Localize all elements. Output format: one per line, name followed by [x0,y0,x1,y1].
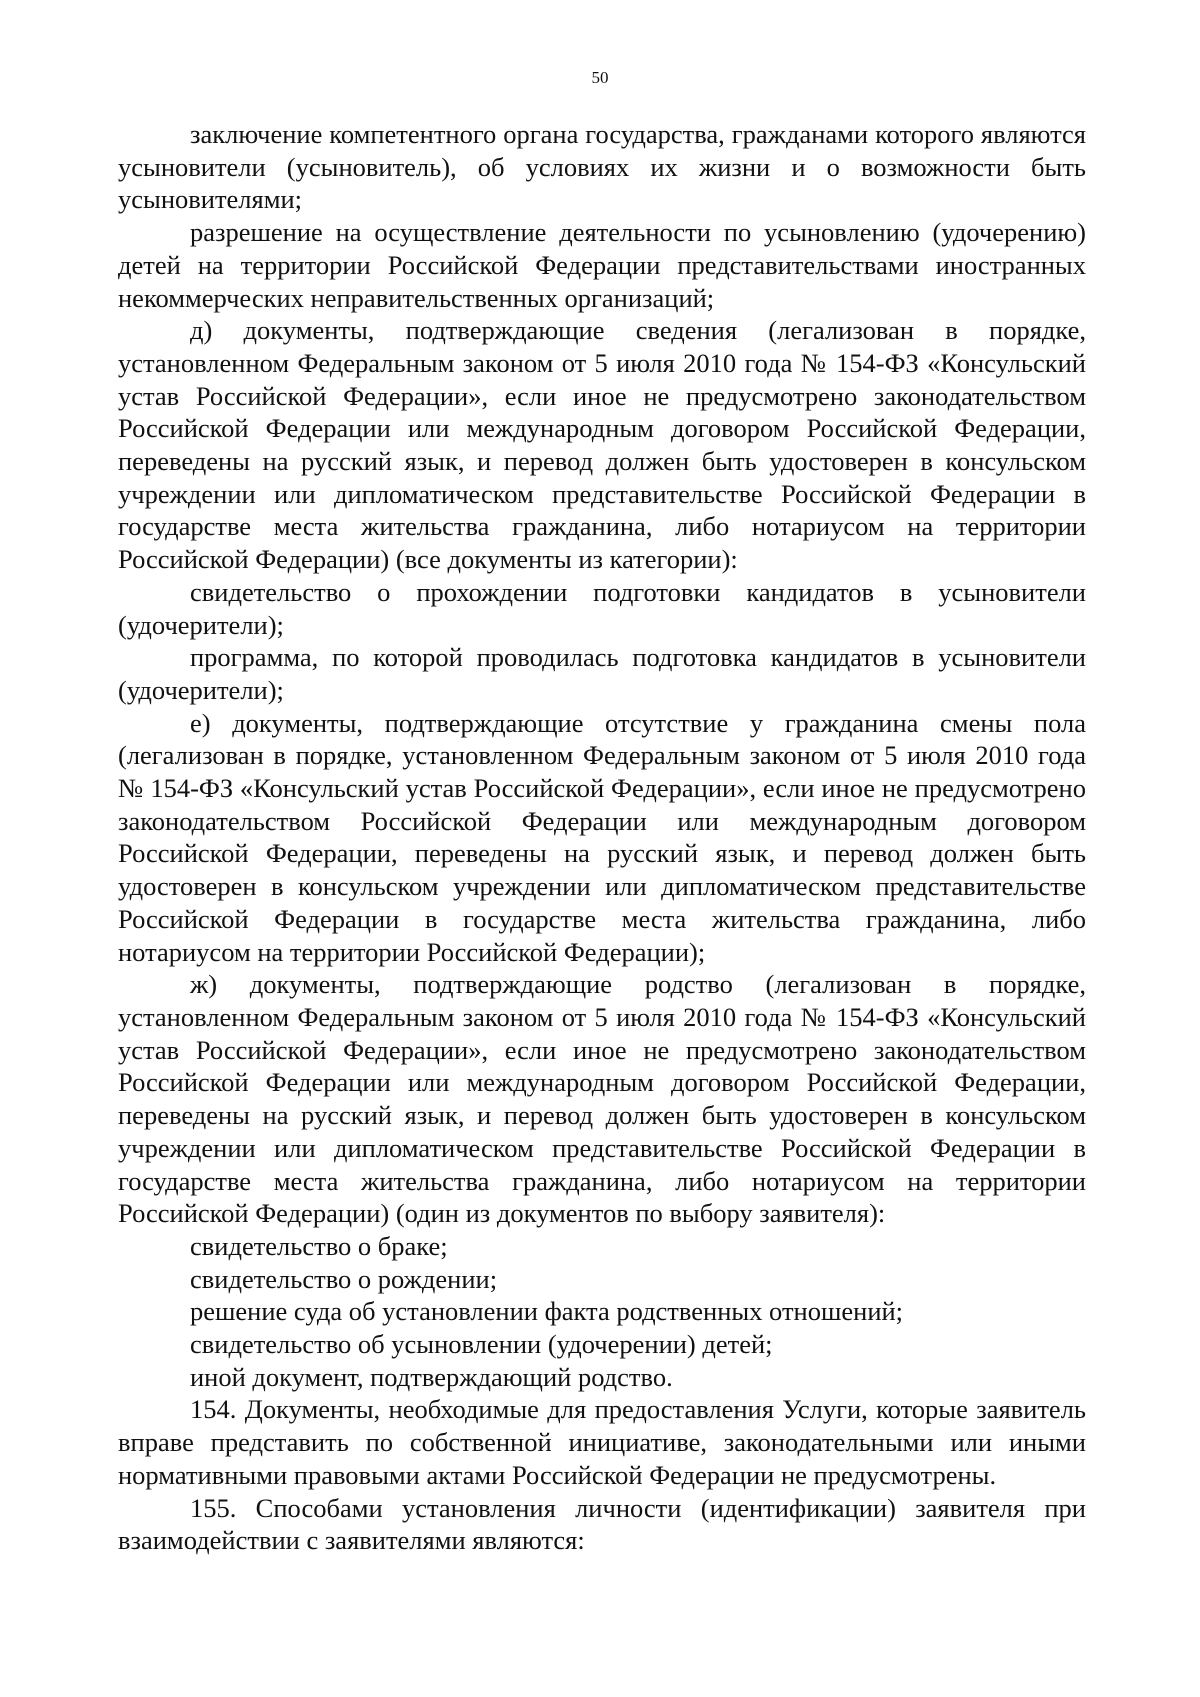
paragraph: 154. Документы, необходимые для предоставления Услуги, которые заявитель вправе представить по собственной инициативе, законодательными или иными нормативными правовыми актами Российской Федерации не предусмотрены. [118,1394,1086,1490]
list-item: иной документ, подтверждающий родство. [190,1361,673,1392]
document-body [118,118,1086,1557]
paragraph: заключение компетентного органа государства, гражданами которого являются усыновители (усыновитель), об условиях их жизни и о возможности быть усыновителями; [118,119,1086,215]
paragraph: д) документы, подтверждающие сведения (легализован в порядке, установленном Федеральным законом от 5 июля 2010 года № 154-ФЗ «Консульский устав Российской Федерации», если иное не предусмотрено законодательством Российской Федерации или международным договором Российской Федерации, переведены на русский язык, и перевод должен быть удостоверен в консульском учреждении или дипломатическом представительстве Российской Федерации в государстве места жительства гражданина, либо нотариусом на территории Российской Федерации) (все документы из категории): [118,315,1086,575]
list-item: решение суда об установлении факта родственных отношений; [190,1296,904,1327]
list-item: свидетельство о рождении; [190,1263,498,1294]
list-item: свидетельство об усыновлении (удочерении) детей; [190,1329,773,1360]
paragraph: программа, по которой проводилась подготовка кандидатов в усыновители (удочерители); [118,642,1086,705]
paragraph: 155. Способами установления личности (идентификации) заявителя при взаимодействии с заявителями являются: [118,1492,1086,1556]
paragraph: е) документы, подтверждающие отсутствие у гражданина смены пола (легализован в порядке, установленном Федеральным законом от 5 июля 2010 года № 154-ФЗ «Консульский устав Российской Федерации», если иное не предусмотрено законодательством Российской Федерации или международным договором Российской Федерации, переведены на русский язык, и перевод должен быть удостоверен в консульском учреждении или дипломатическом представительстве Российской Федерации в государстве места жительства гражданина, либо нотариусом на территории Российской Федерации); [118,707,1086,967]
paragraph: ж) документы, подтверждающие родство (легализован в порядке, установленном Федеральным законом от 5 июля 2010 года № 154-ФЗ «Консульский устав Российской Федерации», если иное не предусмотрено законодательством Российской Федерации или международным договором Российской Федерации, переведены на русский язык, и перевод должен быть удостоверен в консульском учреждении или дипломатическом представительстве Российской Федерации в государстве места жительства гражданина, либо нотариусом на территории Российской Федерации) (один из документов по выбору заявителя): [118,969,1086,1229]
page-number: 50 [591,68,609,87]
paragraph: свидетельство о прохождении подготовки кандидатов в усыновители (удочерители); [118,576,1086,640]
paragraph: разрешение на осуществление деятельности по усыновлению (удочерению) детей на территории Российской Федерации представительствами иностранных некоммерческих неправительственных организаций; [118,217,1086,313]
list-item: свидетельство о браке; [190,1230,448,1261]
